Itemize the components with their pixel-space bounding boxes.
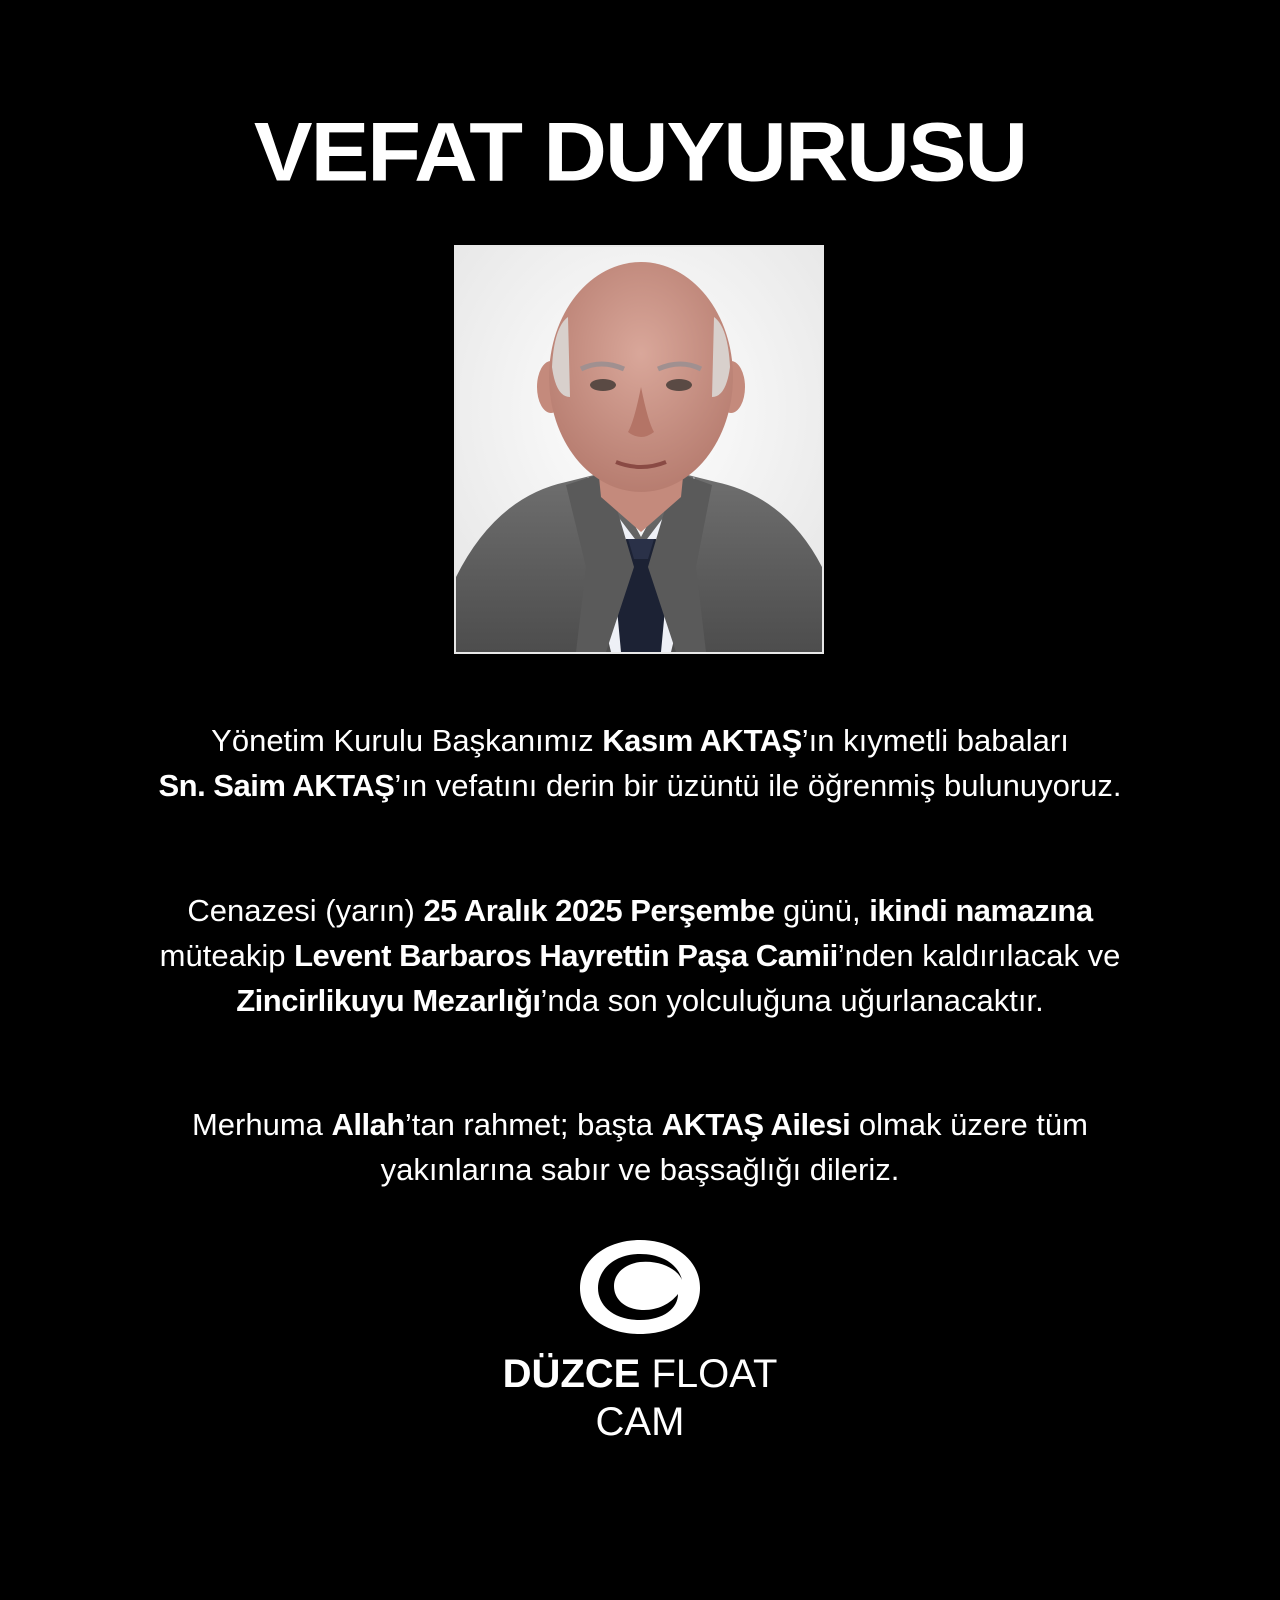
announcement-paragraph-3 bbox=[130, 1102, 1150, 1192]
p2-bold-mosque: Levent Barbaros Hayrettin Paşa Camii bbox=[294, 938, 838, 973]
p2-text-1: Cenazesi (yarın) bbox=[187, 893, 424, 928]
brand-name bbox=[0, 1351, 1280, 1397]
p1-bold-name-2: Sn. Saim AKTAŞ bbox=[158, 768, 395, 803]
p3-bold-family: AKTAŞ Ailesi bbox=[661, 1107, 851, 1142]
p2-text-3: müteakip bbox=[159, 938, 295, 973]
p1-text-1: Yönetim Kurulu Başkanımız bbox=[211, 723, 603, 758]
p1-bold-name-1: Kasım AKTAŞ bbox=[602, 723, 802, 758]
p2-bold-prayer: ikindi namazına bbox=[869, 893, 1093, 928]
duzce-float-logo-icon bbox=[578, 1238, 702, 1336]
p2-text-5: ’nda son yolculuğuna uğurlanacaktır. bbox=[540, 983, 1044, 1018]
p3-text-1: Merhuma bbox=[191, 1107, 332, 1142]
p1-text-3: ’ın vefatını derin bir üzüntü ile öğrenmiş bulunuyoruz. bbox=[394, 768, 1122, 803]
p3-text-2: ’tan rahmet; başta bbox=[404, 1107, 662, 1142]
brand-name-light: FLOAT bbox=[640, 1352, 778, 1396]
p2-text-2: günü, bbox=[774, 893, 870, 928]
brand-name-bold: DÜZCE bbox=[502, 1352, 641, 1396]
p1-text-2: ’ın kıymetli babaları bbox=[801, 723, 1069, 758]
p2-bold-date: 25 Aralık 2025 Perşembe bbox=[423, 893, 775, 928]
p3-bold-allah: Allah bbox=[331, 1107, 405, 1142]
p3-text-3: olmak üzere tüm yakınlarına sabır ve başsağlığı dileriz. bbox=[380, 1107, 1088, 1187]
brand-subname: CAM bbox=[595, 1400, 685, 1444]
portrait-photo bbox=[454, 245, 824, 654]
page-title: VEFAT DUYURUSU bbox=[253, 104, 1027, 199]
p2-text-4: ’nden kaldırılacak ve bbox=[837, 938, 1121, 973]
p2-bold-cemetery: Zincirlikuyu Mezarlığı bbox=[236, 983, 541, 1018]
announcement-paragraph-2 bbox=[130, 888, 1150, 1023]
announcement-paragraph-1 bbox=[130, 718, 1150, 808]
